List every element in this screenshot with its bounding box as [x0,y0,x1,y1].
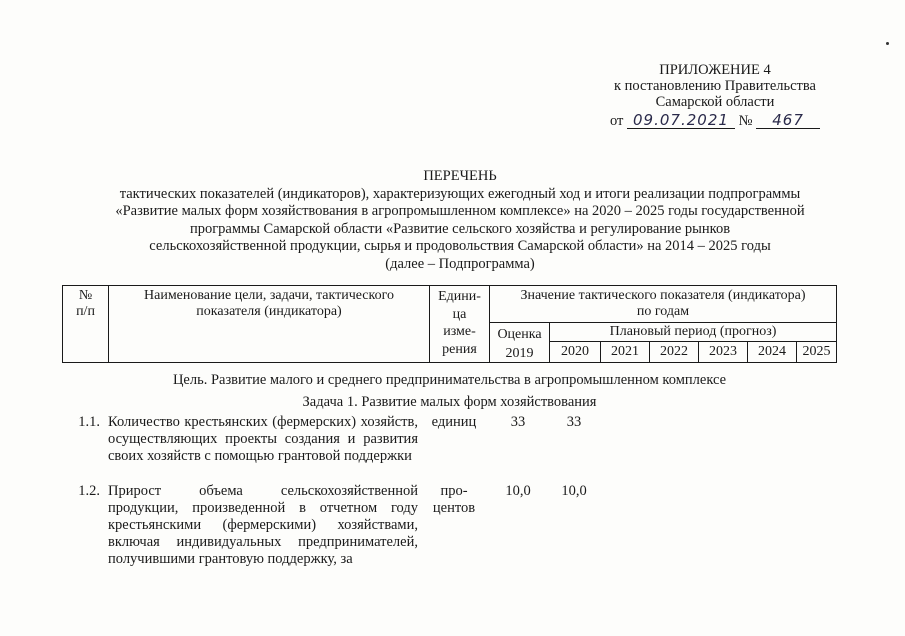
table-border-right [836,285,837,363]
row-unit-line-1: про- [440,483,468,499]
row-value-2019: 33 [510,414,526,430]
handwritten-number: 467 [756,112,820,129]
header-line-4: сельскохозяйственной продукции, сырья и продовольствия Самарской области» на 2014 – 2025 годы [149,238,771,254]
row-unit: единиц [431,414,477,430]
row-value-2020: 10,0 [561,483,587,499]
number-sign: № [738,113,753,129]
document-header [80,168,840,273]
header-num-line-2: п/п [76,304,95,319]
row-indicator-name: Прирост объема сельскохозяйственной продукции, произведенной в отчетном году крестьянскими (фермерскими) хозяйствами, включая индивидуальных предпринимателей, получившими грантовую поддержку, за [108,483,418,567]
row-number: 1.2. [78,483,100,499]
appendix-date-line [610,112,820,129]
row-value-2020: 33 [566,414,582,430]
header-unit-line-2: ца [452,306,467,322]
header-num-line-1: № [78,288,93,303]
row-unit [428,483,480,517]
appendix-block [560,62,870,129]
header-unit [430,288,489,358]
appendix-line-1: к постановлению Правительства [614,78,816,94]
header-line-5: (далее – Подпрограмма) [385,255,535,272]
header-year-2022: 2022 [660,344,688,359]
table-border-top [62,285,837,286]
row-number: 1.1. [78,414,100,430]
header-unit-line-1: Едини- [438,289,481,304]
header-value-line-2: по годам [636,304,690,319]
header-line-3: программы Самарской области «Развитие сельского хозяйства и регулирование рынков [189,220,731,237]
header-year-2023: 2023 [709,344,737,359]
header-estimate-label: Оценка [497,327,542,342]
header-year-2024: 2024 [758,344,786,359]
appendix-line-2: Самарской области [655,94,775,110]
header-line-1: тактических показателей (индикаторов), характеризующих ежегодный ход и итоги реализации подпрограммы [119,185,801,202]
handwritten-date: 09.07.2021 [627,112,735,129]
date-prefix: от [609,113,624,129]
header-year-2020: 2020 [561,344,589,359]
divider-value-header [489,322,837,323]
document-title: ПЕРЕЧЕНЬ [423,168,497,184]
task-heading: Задача 1. Развитие малых форм хозяйствования [302,394,597,410]
header-year-2021: 2021 [611,344,639,359]
table-border-bottom [62,362,837,363]
header-name-line-2: показателя (индикатора) [196,304,342,319]
header-name-line-1: Наименование цели, задачи, тактического [144,288,394,303]
header-unit-line-3: изме- [443,324,476,339]
header-estimate-year: 2019 [505,346,534,361]
scan-speck [886,42,889,45]
header-line-2: «Развитие малых форм хозяйствования в агропромышленном комплексе» на 2020 – 2025 годы государственной [115,203,805,219]
table-header [62,285,837,363]
header-estimate [490,325,549,363]
header-num [63,288,108,320]
row-value-2019: 10,0 [505,483,531,499]
appendix-title: ПРИЛОЖЕНИЕ 4 [659,62,771,78]
divider-planned-header [549,341,837,342]
header-value [490,288,836,320]
header-name [109,288,429,320]
header-unit-line-4: рения [442,341,477,357]
header-planned: Плановый период (прогноз) [609,324,777,339]
row-indicator-name: Количество крестьянских (фермерских) хозяйств, осуществляющих проекты создания и развития своих хозяйств с помощью грантовой поддержки [108,414,418,464]
header-value-line-1: Значение тактического показателя (индикатора) [520,288,806,303]
row-unit-line-2: центов [432,500,476,516]
goal-heading: Цель. Развитие малого и среднего предпринимательства в агропромышленном комплексе [172,372,727,388]
header-year-2025: 2025 [802,344,831,359]
